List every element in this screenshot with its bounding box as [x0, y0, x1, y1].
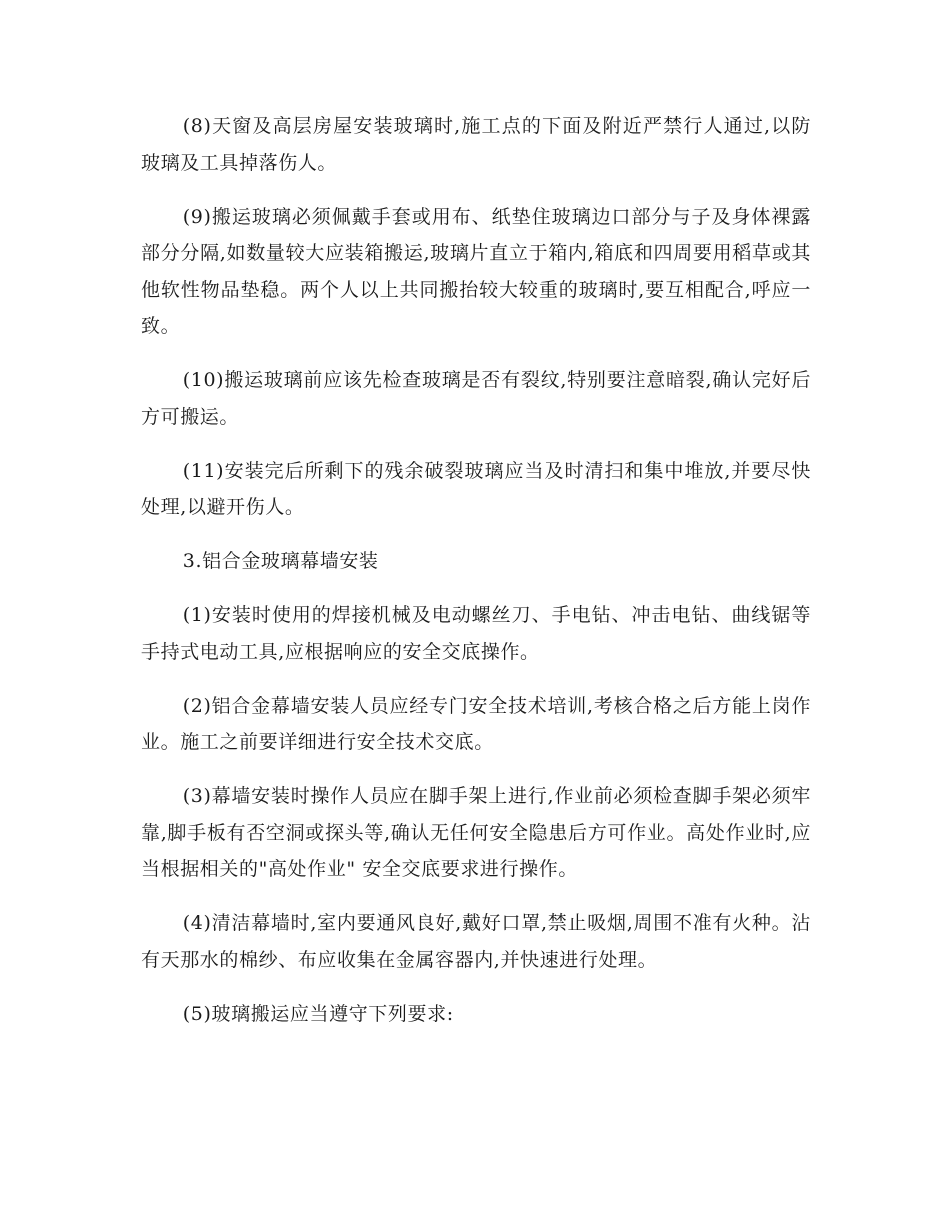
section-heading: 3.铝合金玻璃幕墙安装	[182, 550, 379, 572]
paragraph-3: (3)幕墙安装时操作人员应在脚手架上进行,作业前必须检查脚手架必须牢靠,脚手板有否空洞或探头等,确认无任何安全隐患后方可作业。高处作业时,应当根据相关的"高处作业" 安全交底要求进行操作。	[141, 785, 811, 880]
paragraph-11: (11)安装完后所剩下的残余破裂玻璃应当及时清扫和集中堆放,并要尽快处理,以避开伤人。	[141, 459, 811, 518]
paragraph-4: (4)清洁幕墙时,室内要通风良好,戴好口罩,禁止吸烟,周围不准有火种。沾有天那水的棉纱、布应收集在金属容器内,并快速进行处理。	[141, 912, 811, 971]
paragraph-1: (1)安装时使用的焊接机械及电动螺丝刀、手电钻、冲击电钻、曲线锯等手持式电动工具,应根据响应的安全交底操作。	[141, 604, 811, 663]
paragraph-8: (8)天窗及高层房屋安装玻璃时,施工点的下面及附近严禁行人通过,以防玻璃及工具掉落伤人。	[141, 115, 811, 174]
document-body	[141, 108, 811, 1050]
paragraph-2: (2)铝合金幕墙安装人员应经专门安全技术培训,考核合格之后方能上岗作业。施工之前要详细进行安全技术交底。	[141, 694, 811, 753]
paragraph-10: (10)搬运玻璃前应该先检查玻璃是否有裂纹,特别要注意暗裂,确认完好后方可搬运。	[141, 369, 811, 428]
paragraph-5: (5)玻璃搬运应当遵守下列要求:	[182, 1002, 454, 1025]
paragraph-9: (9)搬运玻璃必须佩戴手套或用布、纸垫住玻璃边口部分与子及身体裸露部分分隔,如数量较大应装箱搬运,玻璃片直立于箱内,箱底和四周要用稻草或其他软性物品垫稳。两个人以上共同搬抬较大较重的玻璃时,要互相配合,呼应一致。	[141, 205, 811, 337]
